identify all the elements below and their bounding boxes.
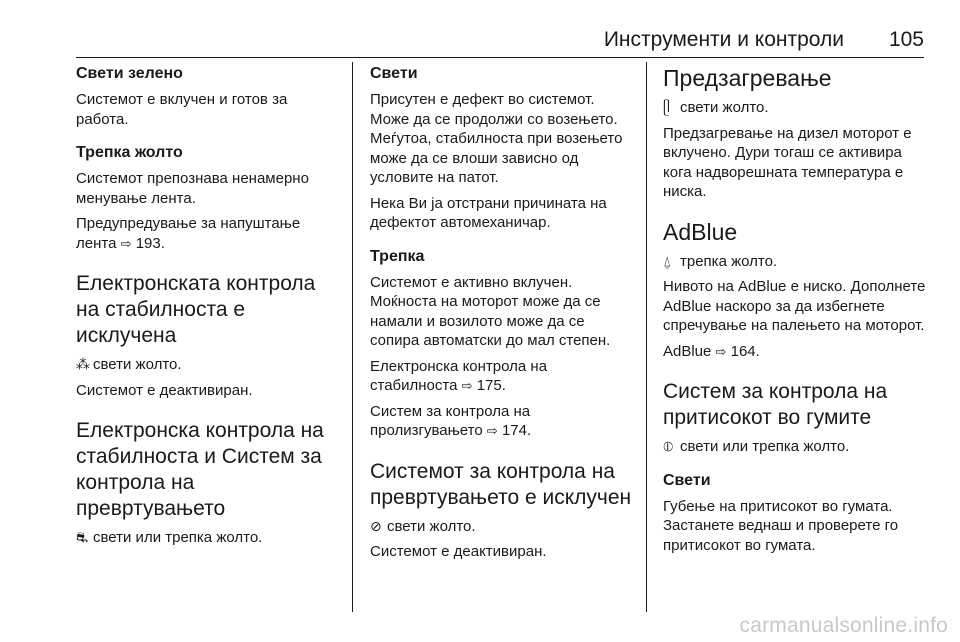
- paragraph-reference: AdBlue ⇨ 164.: [663, 342, 760, 360]
- esc-rollover-icon: ⛐: [76, 529, 89, 545]
- paragraph: Предзагревање на дизел моторот е вклучено. Дури тогаш се активира кога надворешната температура е ниска.: [663, 124, 912, 200]
- esc-off-icon: ⁂: [76, 356, 90, 372]
- paragraph-reference: Систем за контрола на пролизгувањето ⇨ 174.: [370, 402, 532, 439]
- page-header: [76, 24, 924, 58]
- tire-pressure-icon: ⦶: [663, 438, 674, 454]
- paragraph: Системот е активно вклучен. Моќноста на моторот може да се намали и возилото може да се сопира автоматски до мал степен.: [370, 273, 611, 349]
- watermark: carmanualsonline.info: [739, 614, 948, 637]
- section-heading-large: Предзагревање: [663, 65, 832, 91]
- column-divider-1: [352, 62, 353, 612]
- indicator-line: ᥫ свети жолто.: [663, 99, 769, 116]
- section-heading: Трепка: [370, 247, 425, 265]
- column-3: [663, 64, 933, 555]
- section-heading-large: AdBlue: [663, 218, 738, 245]
- reference-text: AdBlue: [663, 342, 712, 360]
- reference-arrow-icon: ⇨: [461, 378, 473, 393]
- indicator-line: ⛐ свети или трепка жолто.: [76, 529, 263, 546]
- adblue-icon: ⍙: [663, 252, 672, 269]
- indicator-line: ⁂ свети жолто.: [76, 356, 182, 373]
- reference-text: Предупредување за напуштање лента: [76, 215, 301, 252]
- reference-page[interactable]: 175: [476, 377, 502, 394]
- page-number: 105: [888, 28, 924, 51]
- paragraph: Нивото на AdBlue е ниско. Дополнете AdBlue наскоро за да избегнете спречување на палењето на моторот.: [663, 278, 926, 334]
- glow-plug-icon: ᥫ: [663, 99, 671, 115]
- reference-page[interactable]: 174: [501, 422, 527, 439]
- reference-arrow-icon: ⇨: [486, 423, 498, 438]
- paragraph: Нека Ви ја отстрани причината на дефектот автомеханичар.: [370, 194, 607, 231]
- reference-text: Систем за контрола на пролизгувањето: [370, 402, 531, 439]
- reference-page[interactable]: 193: [135, 234, 161, 252]
- section-heading: Трепка жолто: [76, 144, 183, 161]
- section-heading: Свети: [370, 65, 418, 82]
- reference-arrow-icon: ⇨: [120, 235, 132, 251]
- reference-text: Електронска контрола на стабилноста: [370, 357, 548, 394]
- indicator-line: ⦶ свети или трепка жолто.: [663, 438, 850, 455]
- paragraph-reference: Електронска контрола на стабилноста ⇨ 175.: [370, 357, 548, 394]
- page-title: Инструменти и контроли: [603, 28, 844, 51]
- paragraph-reference: Предупредување за напуштање лента ⇨ 193.: [76, 215, 301, 252]
- paragraph: Присутен е дефект во системот. Може да се продолжи со возењето. Меѓутоа, стабилноста при возењето може да се влоши зависно од условите на патот.: [370, 91, 623, 186]
- column-1: [76, 64, 336, 548]
- section-heading-large: Електронската контрола на стабилноста е исклучена: [76, 272, 316, 347]
- column-2: [370, 64, 632, 562]
- paragraph: Системот е деактивиран.: [76, 381, 253, 399]
- paragraph: Системот е деактивиран.: [370, 543, 547, 560]
- section-heading: Свети зелено: [76, 65, 183, 82]
- section-heading-large: Систем за контрола на притисокот во гумите: [663, 380, 888, 429]
- indicator-line: ⍙ трепка жолто.: [663, 252, 778, 270]
- section-heading-large: Системот за контрола на превртувањето е исклучен: [370, 459, 632, 509]
- paragraph: Системот препознава ненамерно менување лента.: [76, 170, 309, 207]
- section-heading-large: Електронска контрола на стабилноста и Систем за контрола на превртувањето: [76, 419, 324, 520]
- reference-page[interactable]: 164: [730, 342, 756, 360]
- section-heading: Свети: [663, 471, 711, 489]
- rollover-off-icon: ⊘: [370, 517, 382, 534]
- indicator-line: ⊘ свети жолто.: [370, 517, 476, 535]
- paragraph: Губење на притисокот во гумата. Застанете веднаш и проверете го притисокот во гумата.: [663, 497, 899, 554]
- column-divider-2: [646, 62, 647, 612]
- paragraph: Системот е вклучен и готов за работа.: [76, 91, 288, 128]
- reference-arrow-icon: ⇨: [715, 343, 727, 359]
